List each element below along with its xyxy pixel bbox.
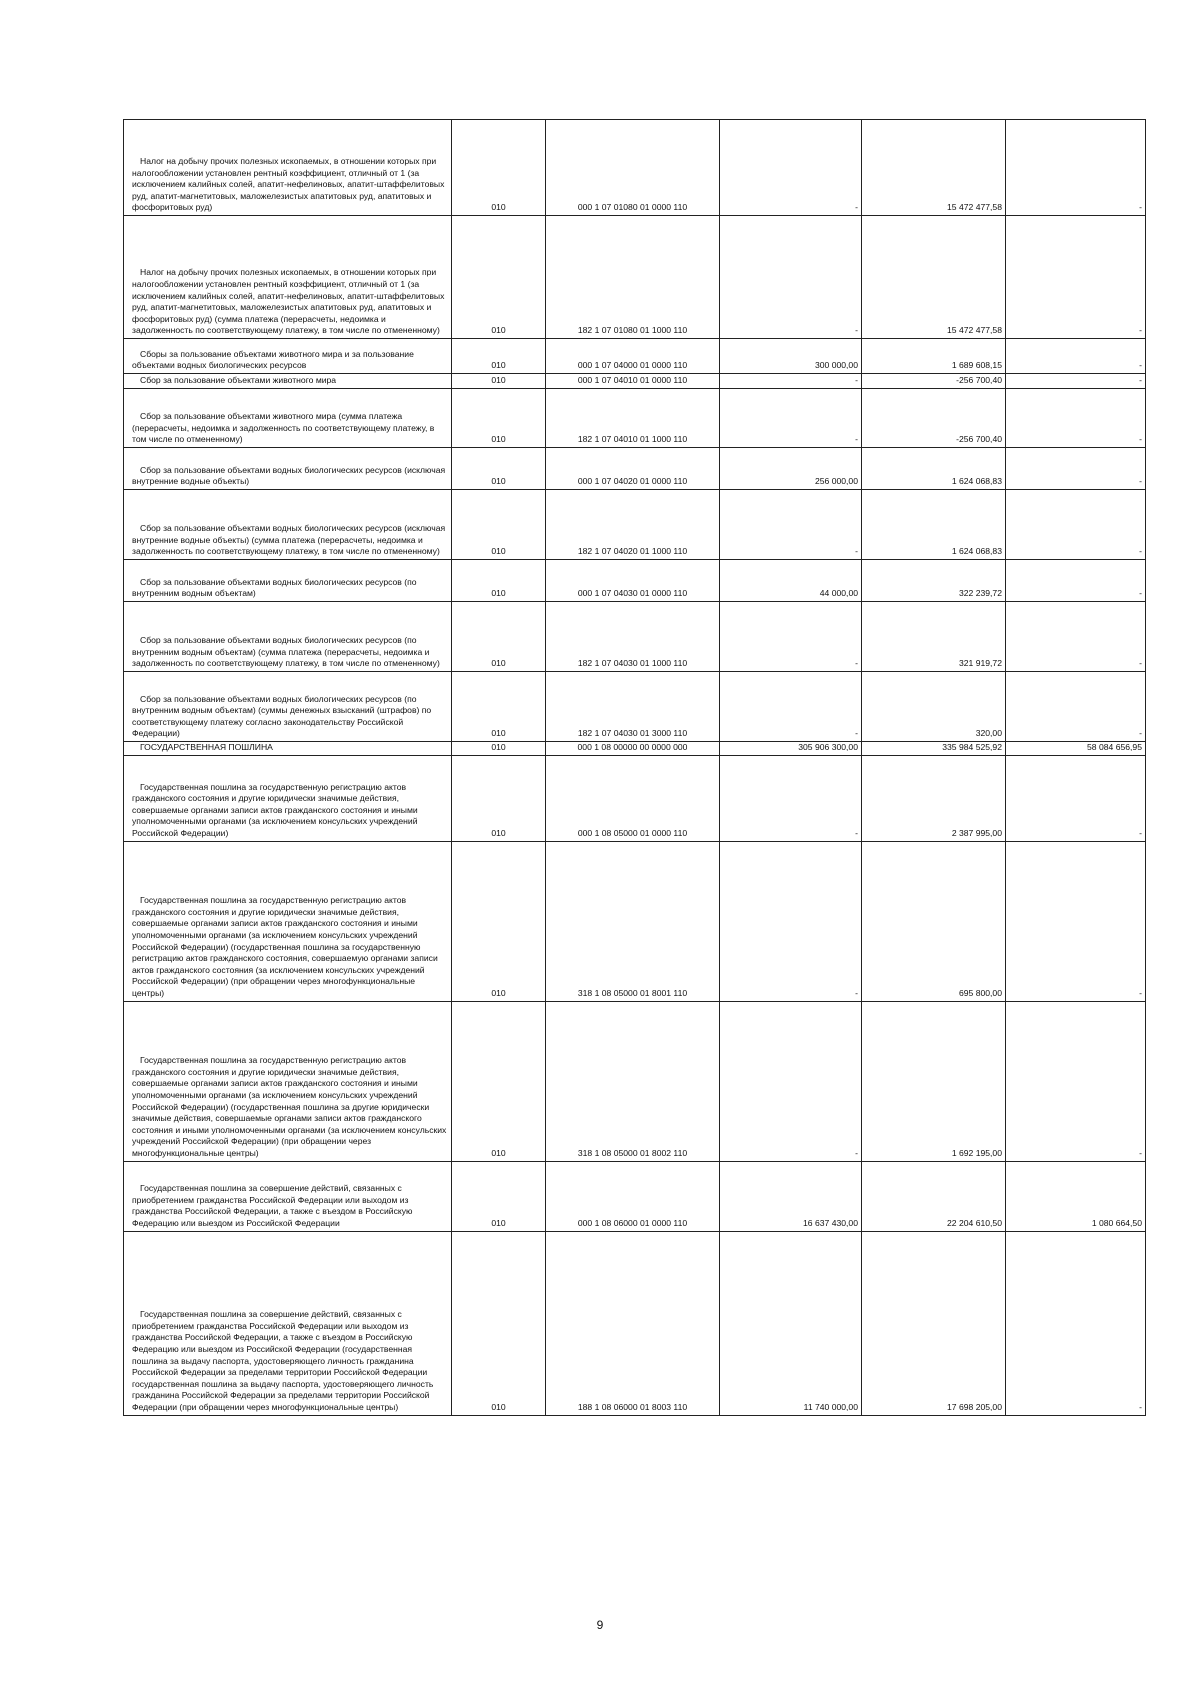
row-unexecuted-amount: 58 084 656,95 bbox=[1006, 742, 1146, 756]
row-executed-amount: -256 700,40 bbox=[862, 374, 1006, 389]
row-executed-amount: 1 624 068,83 bbox=[862, 490, 1006, 560]
table-row bbox=[124, 448, 1146, 490]
row-budget-code: 000 1 08 06000 01 0000 110 bbox=[546, 1161, 720, 1231]
row-description bbox=[124, 560, 452, 602]
row-approved-amount: - bbox=[720, 374, 862, 389]
row-description-text: Сбор за пользование объектами водных биологических ресурсов (исключая внутренние водные объекты) bbox=[132, 464, 446, 487]
row-description bbox=[124, 755, 452, 841]
row-budget-code: 182 1 07 01080 01 1000 110 bbox=[546, 216, 720, 339]
row-budget-code: 318 1 08 05000 01 8001 110 bbox=[546, 841, 720, 1001]
revenue-table-body bbox=[124, 120, 1146, 1416]
row-executed-amount: 1 689 608,15 bbox=[862, 339, 1006, 374]
row-budget-code: 188 1 08 06000 01 8003 110 bbox=[546, 1231, 720, 1415]
row-budget-code: 318 1 08 05000 01 8002 110 bbox=[546, 1001, 720, 1161]
row-executed-amount: -256 700,40 bbox=[862, 389, 1006, 448]
row-executed-amount: 335 984 525,92 bbox=[862, 742, 1006, 756]
row-approved-amount: - bbox=[720, 602, 862, 672]
row-unexecuted-amount: - bbox=[1006, 389, 1146, 448]
table-row bbox=[124, 755, 1146, 841]
row-line-code: 010 bbox=[452, 1001, 546, 1161]
table-row bbox=[124, 389, 1146, 448]
row-description-text: Налог на добычу прочих полезных ископаемых, в отношении которых при налогообложении установлен рентный коэффициент, отличный от 1 (за исключением калийных солей, апатит-нефелиновых, апатит-штаффелитовых руд, апатит-магнетитовых, маложелезистых апатитовых руд, апатитовых и фосфоритовых руд) bbox=[132, 156, 445, 213]
row-executed-amount: 1 624 068,83 bbox=[862, 448, 1006, 490]
row-line-code: 010 bbox=[452, 742, 546, 756]
row-executed-amount: 322 239,72 bbox=[862, 560, 1006, 602]
table-row bbox=[124, 216, 1146, 339]
row-approved-amount: - bbox=[720, 672, 862, 742]
row-description bbox=[124, 841, 452, 1001]
row-description-text: Государственная пошлина за совершение действий, связанных с приобретением гражданства Российской Федерации или выходом из гражданства Российской Федерации, а также с въездом в Российскую Федерацию или выездом из Российской Федерации (государственная пошлина за выдачу паспорта, удостоверяющего личность гражданина Российской Федерации за пределами территории Российской Федерации государственная пошлина за выдачу паспорта, удостоверяющего личность гражданина Российской Федерации за пределами территории Российской Федерации (при обращении через многофункциональные центры) bbox=[132, 1309, 434, 1412]
row-approved-amount: 300 000,00 bbox=[720, 339, 862, 374]
row-description-text: Сбор за пользование объектами животного мира (сумма платежа (перерасчеты, недоимка и задолженность по соответствующему платежу, в том числе по отмененному) bbox=[132, 411, 435, 445]
table-row bbox=[124, 841, 1146, 1001]
row-line-code: 010 bbox=[452, 1231, 546, 1415]
row-approved-amount: 44 000,00 bbox=[720, 560, 862, 602]
row-unexecuted-amount: - bbox=[1006, 1001, 1146, 1161]
table-row bbox=[124, 120, 1146, 216]
row-description-text: Государственная пошлина за государственную регистрацию актов гражданского состояния и другие юридически значимые действия, совершаемые органами записи актов гражданского состояния и иными уполномоченными органами (за исключением консульских учреждений Российской Федерации) (государственная пошлина за государственную регистрацию актов гражданского состояния, совершаемую органами записи актов гражданского состояния (за исключением консульских учреждений Российской Федерации) (при обращении через многофункциональные центры) bbox=[132, 895, 438, 998]
row-unexecuted-amount: - bbox=[1006, 602, 1146, 672]
row-description-text: Сбор за пользование объектами водных биологических ресурсов (по внутренним водным объектам) (суммы денежных взысканий (штрафов) по соответствующему платежу согласно законодательству Российской Федерации) bbox=[132, 693, 432, 739]
row-executed-amount: 15 472 477,58 bbox=[862, 216, 1006, 339]
row-approved-amount: - bbox=[720, 755, 862, 841]
row-approved-amount: - bbox=[720, 120, 862, 216]
row-line-code: 010 bbox=[452, 120, 546, 216]
row-description-text: Сборы за пользование объектами животного мира и за пользование объектами водных биологических ресурсов bbox=[132, 348, 414, 371]
row-executed-amount: 2 387 995,00 bbox=[862, 755, 1006, 841]
row-approved-amount: 305 906 300,00 bbox=[720, 742, 862, 756]
row-budget-code: 000 1 08 05000 01 0000 110 bbox=[546, 755, 720, 841]
row-executed-amount: 1 692 195,00 bbox=[862, 1001, 1006, 1161]
row-unexecuted-amount: - bbox=[1006, 120, 1146, 216]
row-unexecuted-amount: - bbox=[1006, 841, 1146, 1001]
row-line-code: 010 bbox=[452, 560, 546, 602]
row-unexecuted-amount: - bbox=[1006, 672, 1146, 742]
row-description bbox=[124, 120, 452, 216]
row-budget-code: 182 1 07 04030 01 1000 110 bbox=[546, 602, 720, 672]
row-description-text: Сбор за пользование объектами животного мира bbox=[140, 375, 337, 386]
row-budget-code: 000 1 07 04030 01 0000 110 bbox=[546, 560, 720, 602]
table-row bbox=[124, 339, 1146, 374]
row-executed-amount: 22 204 610,50 bbox=[862, 1161, 1006, 1231]
row-budget-code: 000 1 07 04000 01 0000 110 bbox=[546, 339, 720, 374]
table-row bbox=[124, 374, 1146, 389]
row-description bbox=[124, 490, 452, 560]
row-description bbox=[124, 672, 452, 742]
row-description bbox=[124, 216, 452, 339]
row-description bbox=[124, 1231, 452, 1415]
row-line-code: 010 bbox=[452, 602, 546, 672]
row-executed-amount: 695 800,00 bbox=[862, 841, 1006, 1001]
row-description-text: Сбор за пользование объектами водных биологических ресурсов (по внутренним водным объектам) (сумма платежа (перерасчеты, недоимка и задолженность по соответствующему платежу, в том числе по отмененному) bbox=[132, 635, 440, 669]
row-budget-code: 182 1 07 04030 01 3000 110 bbox=[546, 672, 720, 742]
row-budget-code: 000 1 07 04010 01 0000 110 bbox=[546, 374, 720, 389]
row-unexecuted-amount: - bbox=[1006, 560, 1146, 602]
row-executed-amount: 321 919,72 bbox=[862, 602, 1006, 672]
row-line-code: 010 bbox=[452, 490, 546, 560]
table-row bbox=[124, 1231, 1146, 1415]
row-budget-code: 182 1 07 04020 01 1000 110 bbox=[546, 490, 720, 560]
row-unexecuted-amount: - bbox=[1006, 755, 1146, 841]
row-description-text: Сбор за пользование объектами водных биологических ресурсов (исключая внутренние водные объекты) (сумма платежа (перерасчеты, недоимка и задолженность по соответствующему платежу, в том числе по отмененному) bbox=[132, 523, 446, 557]
row-budget-code: 182 1 07 04010 01 1000 110 bbox=[546, 389, 720, 448]
page-number: 9 bbox=[596, 1618, 604, 1632]
row-line-code: 010 bbox=[452, 672, 546, 742]
row-approved-amount: 11 740 000,00 bbox=[720, 1231, 862, 1415]
row-description bbox=[124, 1161, 452, 1231]
row-line-code: 010 bbox=[452, 389, 546, 448]
table-row bbox=[124, 1161, 1146, 1231]
row-line-code: 010 bbox=[452, 755, 546, 841]
table-row bbox=[124, 602, 1146, 672]
row-description bbox=[124, 374, 452, 389]
row-unexecuted-amount: 1 080 664,50 bbox=[1006, 1161, 1146, 1231]
row-approved-amount: - bbox=[720, 841, 862, 1001]
row-line-code: 010 bbox=[452, 339, 546, 374]
row-line-code: 010 bbox=[452, 448, 546, 490]
row-unexecuted-amount: - bbox=[1006, 374, 1146, 389]
row-description bbox=[124, 389, 452, 448]
row-approved-amount: - bbox=[720, 490, 862, 560]
row-unexecuted-amount: - bbox=[1006, 1231, 1146, 1415]
row-executed-amount: 15 472 477,58 bbox=[862, 120, 1006, 216]
row-description bbox=[124, 1001, 452, 1161]
row-description-text: Сбор за пользование объектами водных биологических ресурсов (по внутренним водным объектам) bbox=[132, 576, 417, 599]
row-approved-amount: - bbox=[720, 1001, 862, 1161]
row-description-text: Государственная пошлина за государственную регистрацию актов гражданского состояния и другие юридически значимые действия, совершаемые органами записи актов гражданского состояния и иными уполномоченными органами (за исключением консульских учреждений Российской Федерации) bbox=[132, 781, 418, 838]
table-row bbox=[124, 742, 1146, 756]
row-description bbox=[124, 339, 452, 374]
row-line-code: 010 bbox=[452, 1161, 546, 1231]
row-unexecuted-amount: - bbox=[1006, 216, 1146, 339]
table-row bbox=[124, 672, 1146, 742]
row-description bbox=[124, 602, 452, 672]
table-row bbox=[124, 490, 1146, 560]
row-line-code: 010 bbox=[452, 374, 546, 389]
row-unexecuted-amount: - bbox=[1006, 490, 1146, 560]
row-description-text: Налог на добычу прочих полезных ископаемых, в отношении которых при налогообложении установлен рентный коэффициент, отличный от 1 (за исключением калийных солей, апатит-нефелиновых, апатит-штаффелитовых руд, апатит-магнетитовых, маложелезистых апатитовых руд, апатитовых и фосфоритовых руд) (сумма платежа (перерасчеты, недоимка и задолженность по соответствующему платежу, в том числе по отмененному) bbox=[132, 267, 445, 336]
row-budget-code: 000 1 07 04020 01 0000 110 bbox=[546, 448, 720, 490]
row-approved-amount: - bbox=[720, 389, 862, 448]
row-budget-code: 000 1 08 00000 00 0000 000 bbox=[546, 742, 720, 756]
row-executed-amount: 320,00 bbox=[862, 672, 1006, 742]
row-approved-amount: 256 000,00 bbox=[720, 448, 862, 490]
row-line-code: 010 bbox=[452, 216, 546, 339]
row-budget-code: 000 1 07 01080 01 0000 110 bbox=[546, 120, 720, 216]
table-row bbox=[124, 560, 1146, 602]
row-description bbox=[124, 448, 452, 490]
row-description-text: Государственная пошлина за совершение действий, связанных с приобретением гражданства Российской Федерации или выходом из гражданства Российской Федерации, а также с въездом в Российскую Федерацию или выездом из Российской Федерации bbox=[132, 1183, 413, 1228]
row-description bbox=[124, 742, 452, 756]
row-description-text: ГОСУДАРСТВЕННАЯ ПОШЛИНА bbox=[140, 742, 273, 752]
row-executed-amount: 17 698 205,00 bbox=[862, 1231, 1006, 1415]
table-row bbox=[124, 1001, 1146, 1161]
revenue-table bbox=[123, 119, 1146, 1416]
row-approved-amount: - bbox=[720, 216, 862, 339]
row-approved-amount: 16 637 430,00 bbox=[720, 1161, 862, 1231]
row-unexecuted-amount: - bbox=[1006, 448, 1146, 490]
row-line-code: 010 bbox=[452, 841, 546, 1001]
row-description-text: Государственная пошлина за государственную регистрацию актов гражданского состояния и другие юридически значимые действия, совершаемые органами записи актов гражданского состояния и иными уполномоченными органами (за исключением консульских учреждений Российской Федерации) (государственная пошлина за другие юридически значимые действия, совершаемые органами записи актов гражданского состояния и иными уполномоченными органами (за исключением консульских учреждений Российской Федерации) (при обращении через многофункциональные центры) bbox=[132, 1055, 447, 1158]
row-unexecuted-amount: - bbox=[1006, 339, 1146, 374]
